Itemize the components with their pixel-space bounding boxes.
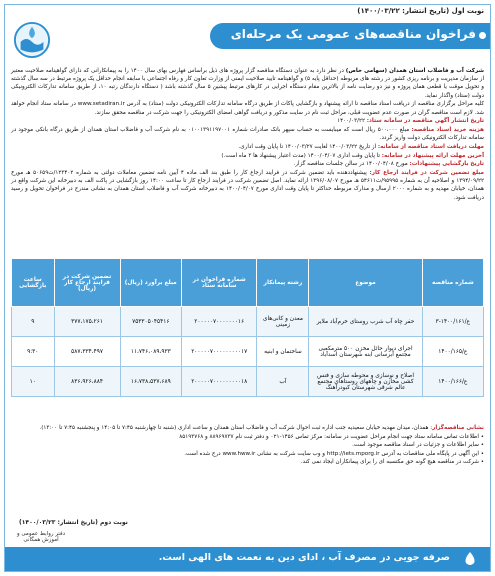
cell-guarantee: ۸۳۶،۹۲۶،۸۸۴ (54, 367, 120, 397)
tenders-table-wrap (11, 258, 484, 397)
col-tender-number: شماره مناقصه (422, 259, 483, 307)
address-note: نشانی مناقصه‌گزار: همدان، میدان مهدیه خیابان سعیدیه جنب اداره ثبت احوال شرکت آب و فاضلاب استان همدان و ساعت اداری (شنبه تا چهارشنبه ۷:۴۵ تا ۱۴:۰۵ و پنجشنبه ۷:۴۵ تا ۱۳:۰۰). (39, 425, 484, 431)
cell-opening-time: ۹:۳۰ (12, 337, 55, 367)
col-opening-time: ساعت بازگشایی (12, 259, 55, 307)
top-bar (5, 5, 490, 19)
cell-setad-number: ۲۰۰۰۰۰۷۰۰۰۰۰۰۰۰۰۱۷ (181, 337, 257, 367)
cell-setad-number: ۲۰۰۰۰۰۷۰۰۰۰۰۰۰۰۰۱۸ (181, 367, 257, 397)
cell-contractor-field: معدن و کانی‌های زمینی (257, 307, 309, 337)
col-setad-number: شماره فراخوان در سامانه ستاد (181, 259, 257, 307)
fee-item: هزینه خرید اسناد مناقصه: مبلغ ۵۰۰،۰۰۰ ریال است که میبایست به حساب سپهر بانک صادرات شماره ۰۱۰۰۱۳۹۱۱۹۷۰۰۱ به نام شرکت آب و فاضلاب استان همدان از طریق درگاه بانکی موجود در سامانه تدارکات الکترونیکی دولت واریز گردد. (11, 126, 484, 142)
cell-estimate: ۱۱،۷۴۶،۰۸۹،۹۳۳ (120, 337, 181, 367)
cell-subject: حفر چاه آب شرب روستای خرم‌آباد ملایر (309, 307, 422, 337)
cell-estimate: ۱۶،۷۳۸،۵۳۷،۶۸۹ (120, 367, 181, 397)
cell-tender-number: ع/۱۴۰۰/۱۶۶ (422, 367, 483, 397)
cell-subject: اصلاح و نوسازی و محوطه سازی و فنس کشی مخازن و چاههای روستاهای مجتمع عالم شرقی شهرستان کبودرآهنگ (309, 367, 422, 397)
col-subject: موضوع (309, 259, 422, 307)
second-publish-date: نوبت دوم (تاریخ انتشار: ۱۴۰۰/۰۳/۲۳) (19, 519, 128, 526)
water-company-logo-icon (13, 21, 51, 59)
publish-item: تاریخ انتشار آگهی مناقصه در سامانه ستاد: ۱۴۰۰/۰۳/۲۲ (337, 118, 484, 125)
col-guarantee: تضمین شرکت در فرایند ارجاع کار (ریال) (54, 259, 120, 307)
page-title: فراخوان مناقصه‌های عمومی یک مرحله‌ای (230, 27, 476, 41)
cell-guarantee: ۳۷۷،۱۷۵،۲۶۱ (54, 307, 120, 337)
intro-paragraph (11, 67, 484, 100)
table-row (12, 307, 484, 337)
contact-note: • اطلاعات تماس سامانه ستاد جهت انجام مراحل عضویت در سامانه: مرکز تماس ۱۴۵۶-۰۲۱ و دفتر ثبت نام ۸۸۹۶۹۷۳۷ و ۸۵۱۹۳۷۶۸ (179, 433, 484, 440)
notice-body (11, 67, 484, 202)
pr-office-label: دفتر روابط عمومی و آموزش همگانی (16, 531, 66, 543)
cell-tender-number: ع/۱۴۰۰/۱۶۱-۳ (422, 307, 483, 337)
footer-banner (5, 547, 490, 571)
col-estimate: مبلغ برآورد (ریال) (120, 259, 181, 307)
notes-section (11, 424, 484, 467)
col-contractor-field: رشته پیمانکار (257, 259, 309, 307)
opening-date-item: تاریخ بازگشایی پیشنهادات: مورخ ۱۴۰۰/۰۴/۰۸ در سالن جلسات مناقصه گزار. (293, 161, 484, 168)
intro-paragraph-2: کلیه مراحل برگزاری مناقصه از دریافت اسناد مناقصه تا ارائه پیشنهاد و بازگشایی پاکات از طریق درگاه سامانه تدارکات الکترونیکی دولت (ستاد) به آدرس www.setadiran.ir در سامانه ستاد انجام خواهد شد. لازم است مناقصه گران در صورت عدم عضویت قبلی، مراحل ثبت نام در سایت مذکور و دریافت گواهی امضای الکترونیکی را جهت شرکت در مناقصه محقق سازند. (11, 101, 484, 116)
cell-guarantee: ۵۸۷،۳۳۴،۴۹۷ (54, 337, 120, 367)
table-row (12, 367, 484, 397)
cell-setad-number: ۲۰۰۰۰۰۷۰۰۰۰۰۰۰۱۶ (181, 307, 257, 337)
intro-text: در نظر دارد به عنوان دستگاه مناقصه گزار پروژه های ذیل براساس فهارس بهای سال ۱۴۰۰ را به پیمانکارانی که دارای گواهینامه صلاحیت معتبر از سازمان مدیریت و برنامه ریزی کشور در رشته های مربوطه (حداقل پایه ۵) و گواهینامه تایید صلاحیت ایمنی از وزارت تعاون کار و رفاه اجتماعی با سابقه انجام حداقل یک پروژه مرتبط در سه سال گذشته و تحویل موقت یا قطعی همان پروژه و نیز دو رضایت نامه از بالاترین مقام دستگاه اجرایی در کارهای مرتبط پیشین ۵ سال گذشته باشد ( دستگاه دارندگان رتبه ۱۰، از طریق سامانه تدارکات الکترونیکی دولت (ستاد) واگذار نماید. (11, 68, 484, 99)
guarantee-item: مبلغ تضمین شرکت در فرایند ارجاع کار: پیشنهاددهنده باید تضمین شرکت در فرایند ارجاع کار را طبق بند الف ماده ۴ آیین نامه تضمین معاملات دولتی به شماره ۱۲۳۴۰۲/ت۵۰۶۵۹ هـ مورخ ۱۳۹۴/۰۹/۲۲ و اصلاحیه آن به شماره ۹۵۹۹۵/ت۵۴۶۱۱ هـ مورخ ۱۳۹۶/۰۸/۰۷ ارائه نماید. اصل تضمین شرکت در فرایند ارجاع کار تا ساعت ۱۴:۰۰ روز بازگشایی در پاکت الف به دبیرخانه این شرکت واقع در همدان، خیابان مهدیه و به شماره ۲۰۰۰ ارسال و مدارک مربوطه حداکثر تا پایان وقت اداری مورخ ۱۴۰۰/۰۴/۰۷ به دبیرخانه شرکت آب و فاضلاب استان همدان به نشانی مندرج در فراخوان تحویل و رسید دریافت شود. (11, 169, 485, 201)
notice-page (4, 4, 491, 572)
cell-estimate: ۷۵۳۳۰۵۰۴۵۴۱۶ (120, 307, 181, 337)
cell-tender-number: ع/۱۴۰۰/۱۶۵ (422, 337, 483, 367)
rights-note: • شرکت در مناقصه هیچ گونه حق مکتسبه ای را برای پیمانکاران ایجاد نمی کند. (300, 459, 484, 466)
document-deadline-item: مهلت دریافت اسناد مناقصه از سامانه: از تاریخ ۱۴۰۰/۰۳/۲۲ لغایت ۱۴۰۰/۰۳/۲۷ تا پایان وقت اداری. (238, 143, 484, 150)
cell-contractor-field: ساختمان و ابنیه (257, 337, 309, 367)
water-drop-icon (462, 551, 478, 567)
company-name: شرکت آب و فاضلاب استان همدان (سهامی خاص) (345, 68, 484, 74)
cell-contractor-field: آب (257, 367, 309, 397)
footer-slogan: صرفه جویی در مصرف آب ، ادای دین به نعمت های الهی است. (158, 552, 450, 563)
submission-deadline-item: آخرین مهلت ارائه پیشنهاد در سامانه: تا پایان وقت اداری ۱۴۰۰/۰۴/۰۷ (مدت اعتبار پیشنهاد ها ۳ ماه است.) (221, 152, 484, 159)
cell-opening-time: ۹ (12, 307, 55, 337)
publish-date: نوبت اول (تاریخ انتشار: ۱۴۰۰/۰۳/۲۲) (357, 7, 484, 15)
tenders-table (11, 258, 484, 397)
cell-subject: اجرای دیوار حائل مخزن ۵۰۰ مترمکعبی مجتمع آبرسانی ابنه شهرستان اسدآباد (309, 337, 422, 367)
banner-bullet-icon (479, 32, 486, 39)
details-note: • سایر اطلاعات و جزئیات در اسناد مناقصه موجود است. (352, 442, 484, 449)
cell-opening-time: ۱۰ (12, 367, 55, 397)
title-banner (210, 23, 490, 49)
table-header-row (12, 259, 484, 307)
website-note: • این آگهی در پایگاه ملی مناقصات به آدرس http://iets.mporg.ir و وب سایت شرکت به نشانی www.hww.ir درج شده است. (184, 450, 484, 457)
table-row (12, 337, 484, 367)
